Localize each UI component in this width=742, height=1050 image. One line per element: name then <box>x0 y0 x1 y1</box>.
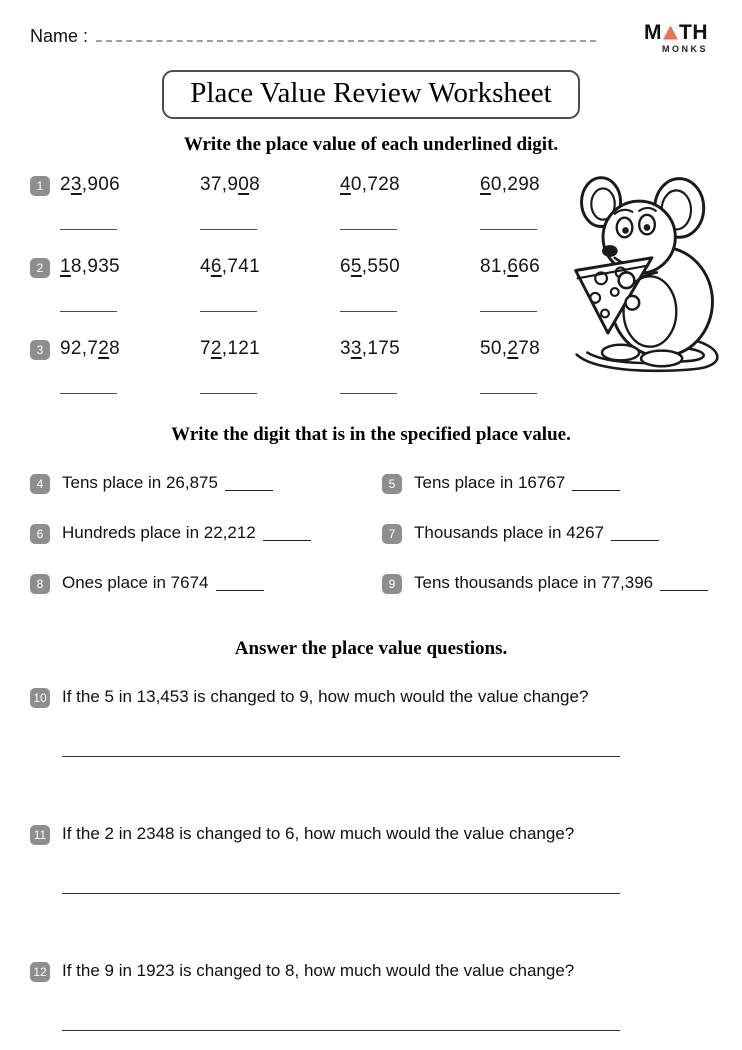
answer-blank <box>611 525 659 541</box>
answer-blank <box>660 575 708 591</box>
question-text: Ones place in 7674 <box>62 573 209 592</box>
problem-cell <box>60 256 200 312</box>
question-item <box>30 472 382 494</box>
underlined-digit: 5 <box>350 256 362 277</box>
question-text: Thousands place in 4267 <box>414 523 604 542</box>
answer-blank <box>60 278 117 312</box>
question-item <box>382 572 712 594</box>
problem-cell <box>60 174 200 230</box>
question-item <box>30 960 712 1031</box>
underlined-digit: 6 <box>507 256 519 277</box>
answer-blank <box>200 360 257 394</box>
problem-number-badge: 2 <box>30 258 50 278</box>
underlined-digit: 1 <box>60 256 71 277</box>
answer-blank <box>263 525 311 541</box>
question-text: Hundreds place in 22,212 <box>62 523 256 542</box>
logo-triangle-icon <box>663 26 678 40</box>
number-with-underlined-digit: 18,935 <box>60 256 120 277</box>
question-number-badge: 11 <box>30 825 50 845</box>
underlined-digit: 6 <box>480 174 491 195</box>
problem-number-badge: 3 <box>30 340 50 360</box>
number-with-underlined-digit: 65,550 <box>340 256 400 277</box>
question-item <box>30 823 712 894</box>
question-number-badge: 9 <box>382 574 402 594</box>
name-field <box>30 26 644 47</box>
question-number-badge: 4 <box>30 474 50 494</box>
number-with-underlined-digit: 60,298 <box>480 174 540 195</box>
section3-questions <box>30 686 712 1031</box>
number-with-underlined-digit: 50,278 <box>480 338 540 359</box>
answer-blank <box>340 196 397 230</box>
underlined-digit: 4 <box>340 174 351 195</box>
answer-blank <box>200 196 257 230</box>
problem-cell <box>480 256 620 312</box>
question-text: Tens thousands place in 77,396 <box>414 573 654 592</box>
question-number-badge: 7 <box>382 524 402 544</box>
question-text: If the 9 in 1923 is changed to 8, how much would the value change? <box>62 961 575 980</box>
question-number-badge: 6 <box>30 524 50 544</box>
answer-blank <box>225 475 273 491</box>
underlined-digit: 0 <box>238 174 250 195</box>
number-with-underlined-digit: 23,906 <box>60 174 120 195</box>
logo-subtitle: MONKS <box>662 44 708 54</box>
page-title: Place Value Review Worksheet <box>190 77 552 109</box>
answer-blank <box>480 196 537 230</box>
underlined-digit: 2 <box>98 338 110 359</box>
underlined-digit: 2 <box>210 338 222 359</box>
problem-cell <box>480 174 620 230</box>
problem-cell <box>200 338 340 394</box>
answer-blank <box>60 196 117 230</box>
underlined-digit: 3 <box>70 174 82 195</box>
problem-number-badge: 1 <box>30 176 50 196</box>
problem-cell <box>480 338 620 394</box>
answer-blank <box>572 475 620 491</box>
number-with-underlined-digit: 92,728 <box>60 338 120 359</box>
logo-letter-m: M <box>644 21 662 44</box>
section3-heading: Answer the place value questions. <box>234 638 508 659</box>
problem-cell <box>340 174 480 230</box>
answer-blank-line <box>62 708 620 757</box>
problem-row-3 <box>30 338 712 394</box>
header <box>30 22 712 54</box>
question-number-badge: 5 <box>382 474 402 494</box>
name-blank-line <box>96 28 596 42</box>
math-monks-logo <box>644 22 708 54</box>
number-with-underlined-digit: 37,908 <box>200 174 260 195</box>
problem-cell <box>340 338 480 394</box>
question-number-badge: 8 <box>30 574 50 594</box>
answer-blank <box>340 360 397 394</box>
question-item <box>30 522 382 544</box>
answer-blank-line <box>62 982 620 1031</box>
answer-blank <box>200 278 257 312</box>
section1-heading: Write the place value of each underlined digit. <box>183 134 559 155</box>
answer-blank <box>480 360 537 394</box>
problem-cell <box>200 256 340 312</box>
logo-wordmark <box>644 22 708 43</box>
question-text: If the 2 in 2348 is changed to 6, how much would the value change? <box>62 824 575 843</box>
problem-cell <box>340 256 480 312</box>
problem-cell <box>200 174 340 230</box>
underlined-digit: 3 <box>350 338 362 359</box>
question-item <box>30 572 382 594</box>
answer-blank <box>340 278 397 312</box>
question-text: Tens place in 26,875 <box>62 473 218 492</box>
problem-row-2 <box>30 256 712 312</box>
question-number-badge: 10 <box>30 688 50 708</box>
question-text: If the 5 in 13,453 is changed to 9, how much would the value change? <box>62 687 589 706</box>
number-with-underlined-digit: 46,741 <box>200 256 260 277</box>
answer-blank-line <box>62 845 620 894</box>
answer-blank <box>60 360 117 394</box>
underlined-digit: 6 <box>210 256 222 277</box>
section2-specified-place <box>30 472 712 594</box>
section1-underlined-digits <box>30 174 712 394</box>
title-box <box>162 70 579 119</box>
number-with-underlined-digit: 72,121 <box>200 338 260 359</box>
answer-blank <box>216 575 264 591</box>
number-with-underlined-digit: 81,666 <box>480 256 540 277</box>
number-with-underlined-digit: 33,175 <box>340 338 400 359</box>
question-text: Tens place in 16767 <box>414 473 566 492</box>
problem-cell <box>60 338 200 394</box>
question-number-badge: 12 <box>30 962 50 982</box>
question-item <box>382 472 712 494</box>
logo-letters-th: TH <box>679 21 708 44</box>
answer-blank <box>480 278 537 312</box>
question-item <box>30 686 712 757</box>
underlined-digit: 2 <box>507 338 519 359</box>
name-label: Name : <box>30 26 89 46</box>
problem-row-1 <box>30 174 712 230</box>
number-with-underlined-digit: 40,728 <box>340 174 400 195</box>
question-item <box>382 522 712 544</box>
section2-heading: Write the digit that is in the specified place value. <box>171 424 571 445</box>
